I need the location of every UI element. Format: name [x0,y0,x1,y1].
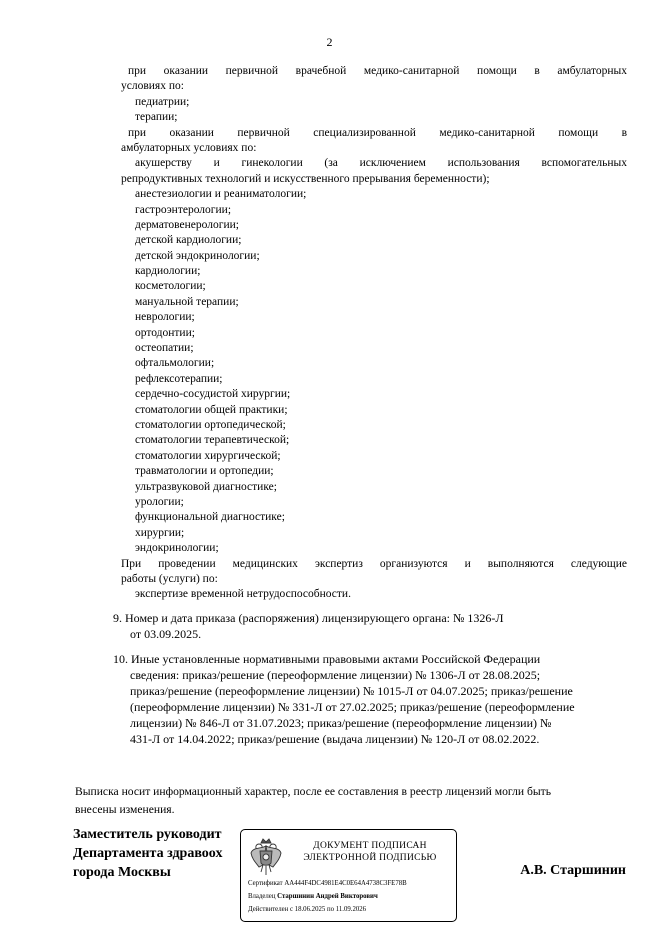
activity-line: акушерству и гинекологии (за исключением использования вспомогательных [135,157,627,170]
position-line: Заместитель руководит [73,827,222,842]
signatory-name: А.В. Старшинин [520,863,626,878]
certificate-row [248,880,407,887]
valid-to: 11.09.2026 [335,906,367,913]
activity-line: дерматовенерологии; [135,218,239,231]
activity-line: стоматологии терапевтической; [135,434,290,447]
activity-line: ортодонтии; [135,326,195,339]
activity-line: урологии; [135,495,184,508]
section-10-line: 10. Иные установленные нормативными правовыми актами Российской Федерации [113,652,541,666]
activity-line: травматологии и ортопедии; [135,465,274,478]
activities-list [121,64,627,603]
activity-line: При проведении медицинских экспертиз организуются и выполняются следующие [121,557,627,570]
valid-label: Действителен с [248,906,293,913]
informational-note [75,783,622,819]
activity-line: гастроэнтерологии; [135,203,232,216]
activity-line: косметологии; [135,280,206,293]
activity-line: при оказании первичной врачебной медико-санитарной помощи в амбулаторных [128,65,627,77]
activity-line: анестезиологии и реаниматологии; [135,188,307,201]
certificate-label: Сертификат [248,880,283,887]
activity-line: детской эндокринологии; [135,249,260,262]
section-9 [113,610,627,642]
activity-line: остеопатии; [135,342,194,355]
activity-line: терапии; [135,111,178,124]
activity-line: неврологии; [135,311,195,324]
section-10-line: сведения: приказ/решение (переоформление лицензии) № 1306-Л от 28.08.2025; [130,668,541,682]
activity-line: хирургии; [135,526,185,539]
certificate-value: AA444F4DC4981E4C0E64A4738C3FE78B [284,880,407,887]
activity-line: мануальной терапии; [135,295,239,308]
activity-line: репродуктивных технологий и искусственного прерывания беременности); [121,172,490,185]
section-9-line: 9. Номер и дата приказа (распоряжения) лицензирующего органа: № 1326-Л [113,611,504,625]
signatory-position [73,825,222,882]
activity-line: работы (услуги) по: [121,572,218,585]
activity-line: ультразвуковой диагностике; [135,480,277,493]
activity-line: рефлексотерапии; [135,372,223,385]
page-number: 2 [326,35,333,49]
stamp-title: ДОКУМЕНТ ПОДПИСАН [313,841,427,851]
valid-to-label: по [326,906,335,913]
section-10 [113,651,627,747]
note-line: Выписка носит информационный характер, после ее составления в реестр лицензий могли быть [75,785,551,798]
activity-line: стоматологии общей практики; [135,403,288,416]
activity-line: функциональной диагностике; [135,511,285,524]
owner-value: Старшинин Андрей Викторович [277,893,378,900]
note-line: внесены изменения. [75,803,175,816]
section-10-line: 431-Л от 14.04.2022; приказ/решение (выдача лицензии) № 120-Л от 08.02.2022. [130,732,540,746]
activity-line: условиях по: [121,80,184,93]
electronic-signature-stamp [240,829,457,922]
activity-line: эндокринологии; [135,542,219,555]
section-10-line: лицензии) № 846-Л от 31.07.2023; приказ/решение (переоформление лицензии) № [130,716,552,730]
activity-line: амбулаторных условиях по: [121,141,257,154]
stamp-subtitle: ЭЛЕКТРОННОЙ ПОДПИСЬЮ [303,853,437,863]
owner-label: Владелец [248,893,276,900]
section-10-line: приказ/решение (переоформление лицензии) № 1015-Л от 04.07.2025; приказ/решение [130,684,573,698]
activity-line: стоматологии ортопедической; [135,418,286,431]
activity-line: экспертизе временной нетрудоспособности. [135,588,351,601]
validity-row [248,906,366,913]
owner-row [248,893,378,900]
valid-from: 18.06.2025 [294,906,326,913]
activity-line: стоматологии хирургической; [135,449,281,462]
activity-line: педиатрии; [135,95,190,108]
activity-line: детской кардиологии; [135,234,242,247]
coat-of-arms-icon [249,837,283,877]
section-10-line: (переоформление лицензии) № 331-Л от 27.02.2025; приказ/решение (переоформление [130,700,575,714]
activity-line: сердечно-сосудистой хирургии; [135,388,291,401]
activity-line: кардиологии; [135,265,201,278]
activity-line: офтальмологии; [135,357,215,370]
activity-line: при оказании первичной специализированной медико-санитарной помощи в [128,126,627,139]
section-9-line: от 03.09.2025. [130,627,202,641]
position-line: города Москвы [73,865,171,880]
position-line: Департамента здравоох [73,846,223,861]
